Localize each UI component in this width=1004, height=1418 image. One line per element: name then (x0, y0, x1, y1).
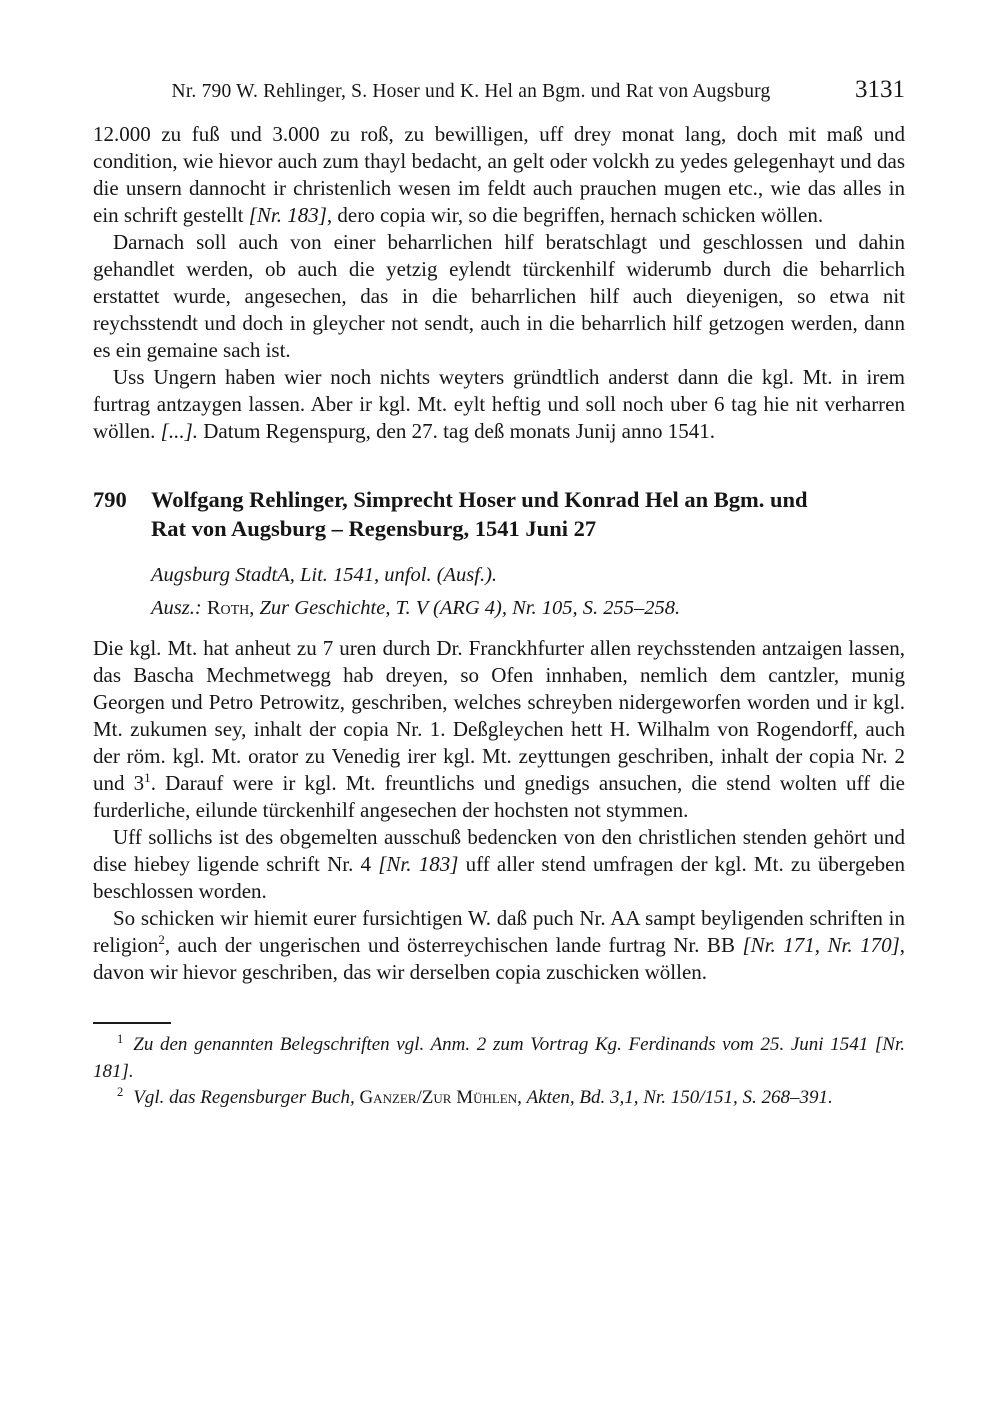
text-run: Die kgl. Mt. hat anheut zu 7 uren durch Dr. Franckhfurter allen reychsstenden antzaigen lassen, das Bascha Mechmetwegg hab dreyen, so Ofen innhaben, nemlich dem cantzler, munig Georgen und Petro Petrowitz, geschriben, welches schreyben nidergeworfen worden und ir kgl. Mt. zukumen sey, inhalt der copia Nr. 1. Deßgleychen hett H. Wilhalm von Rogendorff, auch der röm. kgl. Mt. orator zu Venedig irer kgl. Mt. zeyttungen geschriben, inhalt der copia Nr. 2 und 3 (93, 636, 905, 795)
footnote-marker: 2 (117, 1084, 124, 1099)
text-run: Datum Regenspurg, den 27. tag deß monats Junij anno 1541. (198, 419, 715, 443)
text-run: Ausz.: (151, 597, 207, 619)
continuation-text (93, 121, 905, 445)
entry-title (151, 485, 905, 543)
paragraph (93, 121, 905, 229)
text-run: Augsburg StadtA, Lit. 1541, unfol. (Ausf.). (151, 564, 498, 586)
text-run: Zur Geschichte, T. V (ARG 4), Nr. 105, S. 255–258. (259, 597, 681, 619)
text-run: [Nr. 183] (378, 852, 459, 876)
text-run: Roth (206, 597, 250, 619)
entry-heading (93, 485, 905, 543)
footnote-list (93, 1032, 905, 1112)
text-run: 12.000 zu fuß und 3.000 zu roß, zu bewilligen, uff drey monat lang, doch mit maß und condition, wie hievor auch zum thayl bedacht, an gelt oder volckh zu yedes gelegenhayt und das die unsern dannocht ir christenlich wesen im feldt auch prauchen mugen etc., wie das alles in ein schrift gestellt (93, 122, 905, 227)
text-run: Uss Ungern haben wier noch nichts weyters gründtlich anderst dann die kgl. Mt. in irem furtrag antzaygen lassen. Aber ir kgl. Mt. eylt heftig und soll noch uber 6 tag hie nit verharren wöllen. (93, 365, 905, 443)
text-run: [Nr. 183] (248, 203, 327, 227)
text-run: Akten, Bd. 3,1, Nr. 150/151, S. 268–391. (526, 1087, 833, 1108)
entry-number: 790 (93, 487, 127, 512)
text-block (93, 0, 905, 1112)
text-run: , (249, 597, 260, 619)
footnote (93, 1032, 905, 1085)
text-run: Zu den genannten Belegschriften vgl. Anm. 2 zum Vortrag Kg. Ferdinands vom 25. Juni 1541 [Nr. 181]. (93, 1034, 905, 1082)
text-run: Ganzer/Zur Mühlen (359, 1087, 518, 1108)
running-header (93, 0, 905, 104)
text-run: [...]. (160, 419, 199, 443)
text-run: [Nr. 171, Nr. 170] (742, 933, 900, 957)
footnote (93, 1085, 905, 1112)
footnote-reference: 1 (144, 770, 151, 785)
entry-source-references (151, 563, 905, 621)
entry-790 (93, 485, 905, 621)
footnotes-section (93, 1022, 905, 1112)
source-reference-line (151, 563, 905, 588)
running-header-title: Nr. 790 W. Rehlinger, S. Hoser und K. Hel an Bgm. und Rat von Augsburg (171, 81, 771, 102)
entry-title-line: Rat von Augsburg – Regensburg, 1541 Juni 27 (151, 516, 597, 541)
paragraph (93, 905, 905, 986)
source-reference-line (151, 596, 905, 621)
paragraph (93, 364, 905, 445)
text-run: So schicken wir hiemit eurer fursichtigen W. daß puch Nr. AA sampt beyligenden schriften in religion (93, 906, 905, 957)
footnote-marker: 1 (117, 1031, 124, 1046)
text-run: . Darauf were ir kgl. Mt. freuntlichs und gnedigs ansuchen, die stend wolten uff die furderliche, eilunde türckenhilf angesechen der hochsten not stymmen. (93, 771, 905, 822)
paragraph (93, 229, 905, 364)
letter-text (93, 635, 905, 986)
text-run: uff aller stend umfragen der kgl. Mt. zu übergeben beschlossen worden. (93, 852, 905, 903)
text-run: Uff sollichs ist des obgemelten ausschuß bedencken von den christlichen stenden gehört und dise hiebey ligende schrift Nr. 4 (93, 825, 905, 876)
paragraph (93, 635, 905, 824)
footnote-reference: 2 (158, 932, 165, 947)
text-run: Darnach soll auch von einer beharrlichen hilf beratschlagt und geschlossen und dahin gehandlet werden, ob auch die yetzig eylendt türckenhilf widerumb durch die beharrlich erstattet wurde, angesechen, das in die beharrlichen hilf auch dieyenigen, so etwa nit reychsstendt und doch in gleycher not sendt, auch in die beharrlich hilf getzogen werden, dann es ein gemaine sach ist. (93, 230, 905, 362)
text-run: , (517, 1087, 527, 1108)
paragraph (93, 824, 905, 905)
entry-title-line: Wolfgang Rehlinger, Simprecht Hoser und Konrad Hel an Bgm. und (151, 487, 808, 512)
page-number: 3131 (855, 76, 905, 103)
footnote-separator-rule (93, 1022, 171, 1024)
text-run: , auch der ungerischen und österreychischen lande furtrag Nr. BB (164, 933, 743, 957)
text-run: , davon wir hievor geschriben, das wir derselben copia zuschicken wöllen. (93, 933, 905, 984)
text-run: Vgl. das Regensburger Buch, (133, 1087, 360, 1108)
text-run: , dero copia wir, so die begriffen, hernach schicken wöllen. (326, 203, 824, 227)
